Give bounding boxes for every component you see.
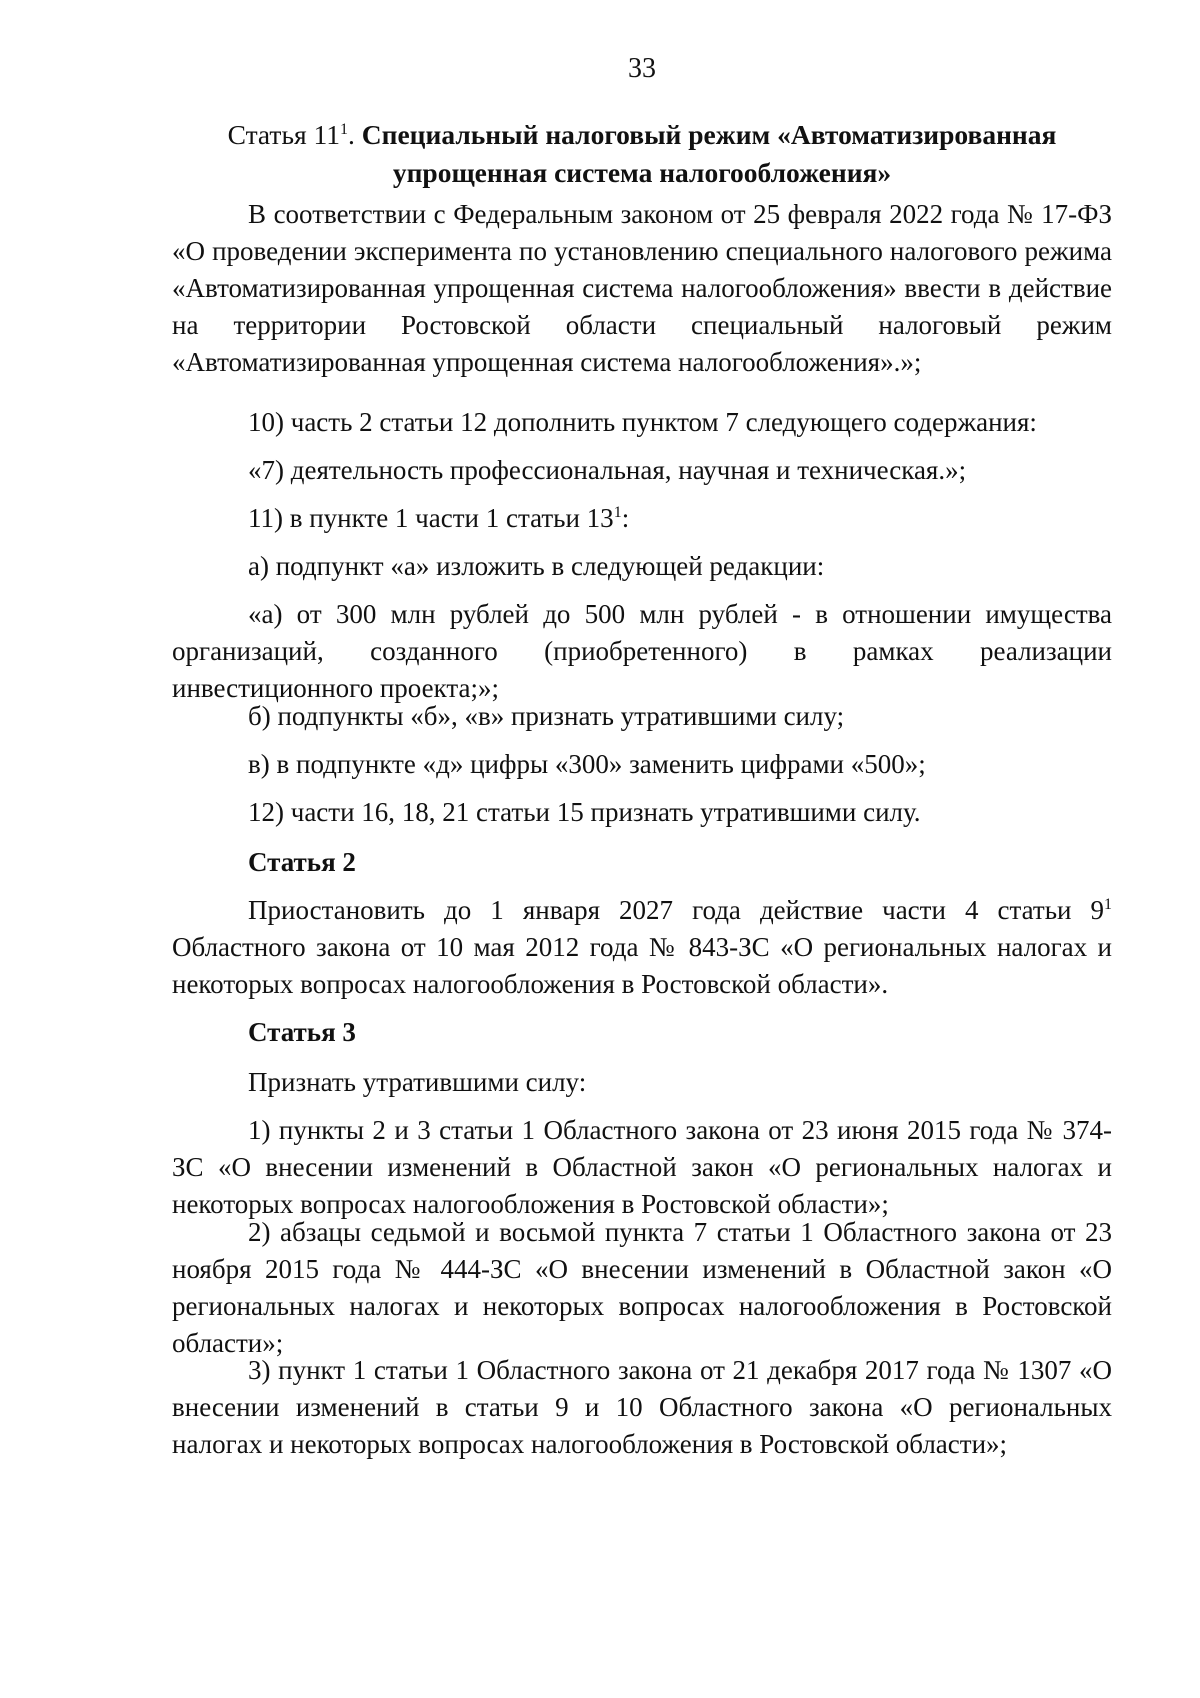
article-11-1-number	[228, 119, 362, 150]
article-2-heading: Статья 2	[248, 847, 356, 877]
paragraph-experiment: В соответствии с Федеральным законом от 25 февраля 2022 года № 17-ФЗ «О проведении эксперимента по установлению специального налогового режима «Автоматизированная упрощенная система налогообложения» ввести в действие на территории Ростовской области специальный налоговый режим «Автоматизированная упрощенная система налогообложения».»;	[172, 199, 1112, 377]
article-11-1-title-line1: Специальный налоговый режим «Автоматизированная	[361, 119, 1057, 150]
article-2-text-sup: 1	[1104, 896, 1112, 913]
article-11-1-dot: .	[347, 119, 362, 150]
paragraph-subitem-a: а) подпункт «а» изложить в следующей редакции:	[248, 551, 825, 581]
paragraph-subitem-a-text: «а) от 300 млн рублей до 500 млн рублей - в отношении имущества организаций, созданного (приобретенного) в рамках реализации инвестиционного проекта;»;	[172, 599, 1112, 703]
paragraph-subitem-v: в) в подпункте «д» цифры «300» заменить цифрами «500»;	[248, 749, 926, 779]
item-11-text: 11) в пункте 1 части 1 статьи 13	[248, 503, 614, 533]
item-11-sup: 1	[613, 504, 622, 521]
article-2-text-suffix: Областного закона от 10 мая 2012 года № 843-ЗС «О региональных налогах и некоторых вопросах налогообложения в Ростовской области».	[172, 932, 1112, 999]
article-3-intro: Признать утратившими силу:	[248, 1067, 587, 1097]
paragraph-item-11	[248, 500, 1112, 537]
paragraph-subitem-b: б) подпункты «б», «в» признать утратившими силу;	[248, 701, 845, 731]
item-11-colon: :	[621, 503, 630, 533]
article-3-item-1: 1) пункты 2 и 3 статьи 1 Областного закона от 23 июня 2015 года № 374-ЗС «О внесении изменений в Областной закон «О региональных налогах и некоторых вопросах налогообложения в Ростовской области»;	[172, 1115, 1112, 1219]
paragraph-item-7: «7) деятельность профессиональная, научная и техническая.»;	[248, 455, 967, 485]
article-11-1-heading	[172, 116, 1112, 192]
article-2-text	[172, 892, 1112, 1003]
paragraph-item-12: 12) части 16, 18, 21 статьи 15 признать утратившими силу.	[248, 797, 921, 827]
article-11-1-prefix: Статья 11	[227, 119, 340, 150]
paragraph-item-10: 10) часть 2 статьи 12 дополнить пунктом 7 следующего содержания:	[248, 407, 1037, 437]
article-3-heading: Статья 3	[248, 1017, 356, 1047]
page-number: 33	[628, 53, 656, 84]
article-11-1-sup: 1	[339, 120, 348, 138]
article-3-item-3: 3) пункт 1 статьи 1 Областного закона от 21 декабря 2017 года № 1307 «О внесении изменений в статьи 9 и 10 Областного закона «О региональных налогах и некоторых вопросах налогообложения в Ростовской области»;	[172, 1355, 1112, 1459]
article-2-text-prefix: Приостановить до 1 января 2027 года действие части 4 статьи 9	[248, 895, 1104, 925]
article-11-1-title-line2: упрощенная система налогообложения»	[392, 157, 892, 188]
article-3-item-2: 2) абзацы седьмой и восьмой пункта 7 статьи 1 Областного закона от 23 ноября 2015 года № 444-ЗС «О внесении изменений в Областной закон «О региональных налогах и некоторых вопросах налогообложения в Ростовской области»;	[172, 1217, 1112, 1358]
